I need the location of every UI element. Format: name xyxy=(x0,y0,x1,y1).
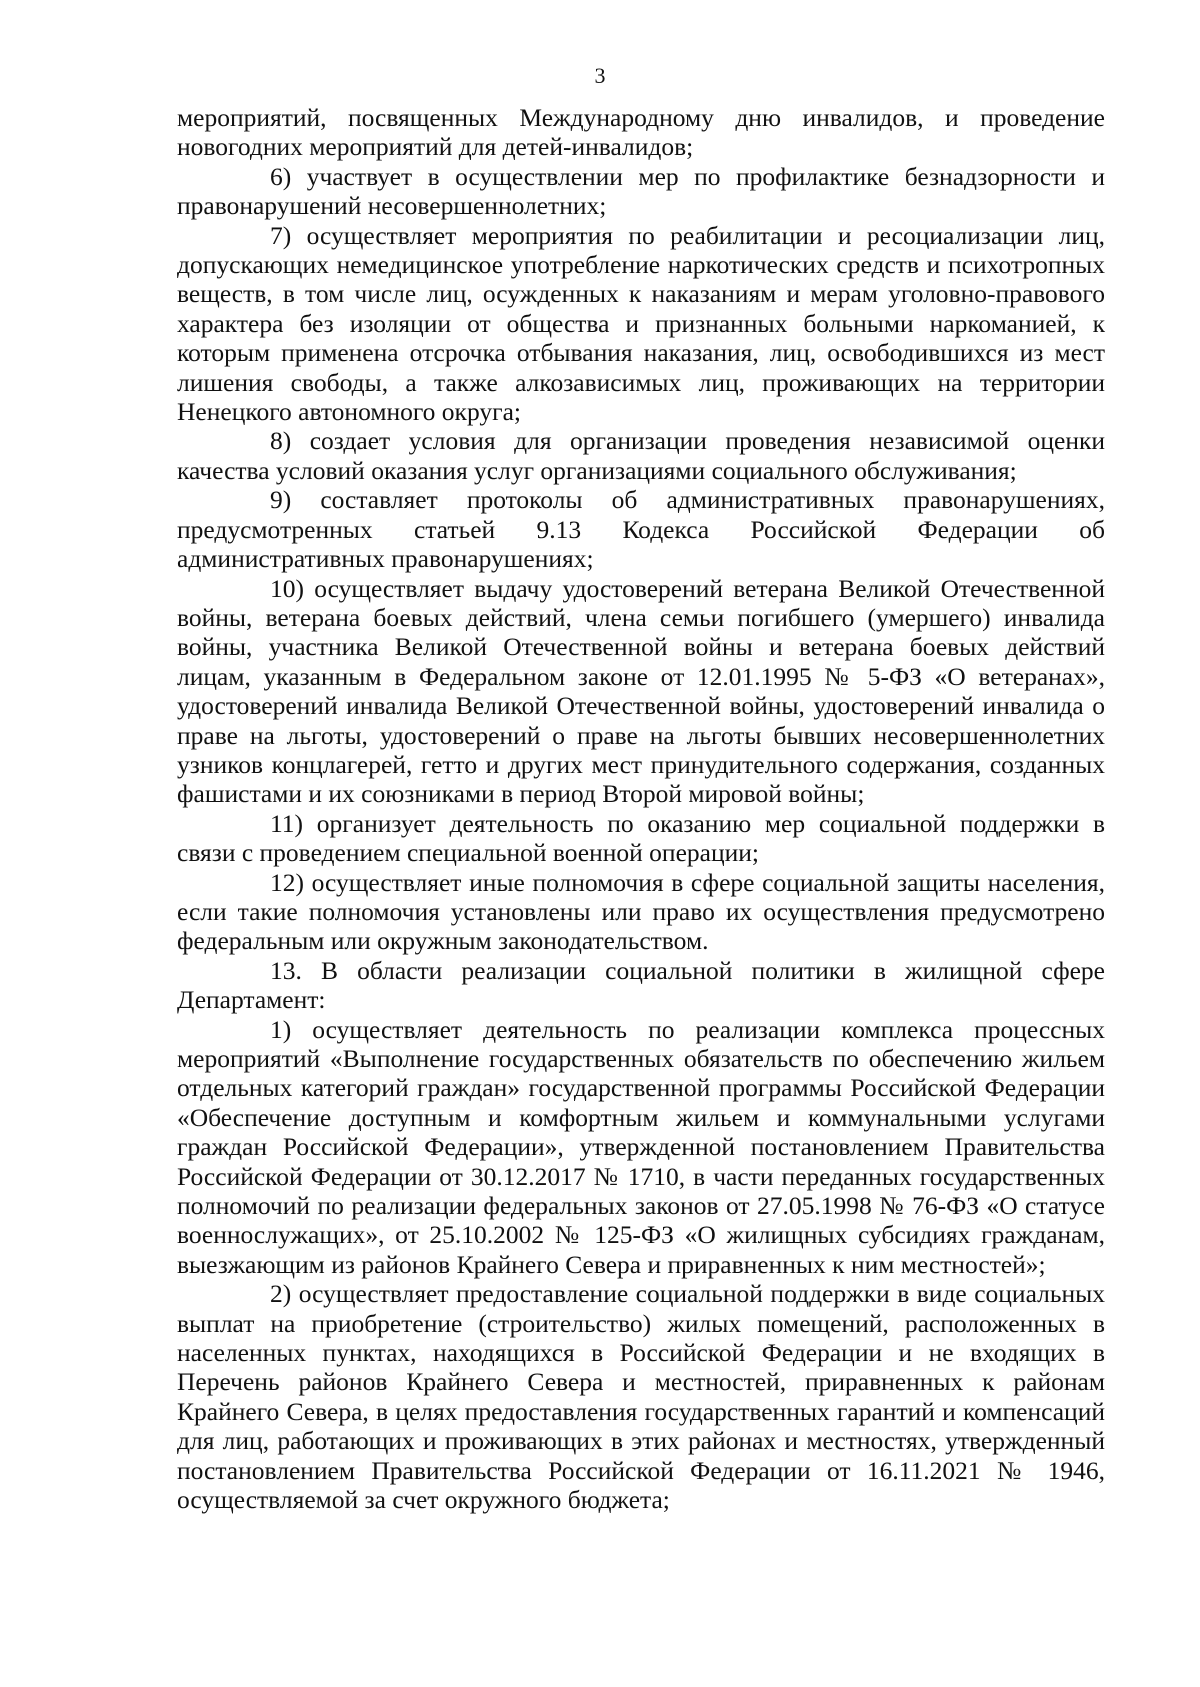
paragraph-item-9: 9) составляет протоколы об административных правонарушениях, предусмотренных статьей 9.13 Кодекса Российской Федерации об административных правонарушениях; xyxy=(177,485,1105,574)
page-number: 3 xyxy=(594,63,606,88)
paragraph-item-6: 6) участвует в осуществлении мер по профилактике безнадзорности и правонарушений несовершеннолетних; xyxy=(177,161,1105,221)
document-body xyxy=(177,103,1105,1515)
paragraph-section-13-item-1: 1) осуществляет деятельность по реализации комплекса процессных мероприятий «Выполнение государственных обязательств по обеспечению жильем отдельных категорий граждан» государственной программы Российской Федерации «Обеспечение доступным и комфортным жильем и коммунальными услугами граждан Российской Федерации», утвержденной постановлением Правительства Российской Федерации от 30.12.2017 № 1710, в части переданных государственных полномочий по реализации федеральных законов от 27.05.1998 № 76-ФЗ «О статусе военнослужащих», от 25.10.2002 № 125-ФЗ «О жилищных субсидиях гражданам, выезжающим из районов Крайнего Севера и приравненных к ним местностей»; xyxy=(177,1014,1105,1279)
paragraph-section-13: 13. В области реализации социальной политики в жилищной сфере Департамент: xyxy=(177,955,1105,1015)
paragraph-section-13-item-2: 2) осуществляет предоставление социальной поддержки в виде социальных выплат на приобретение (строительство) жилых помещений, расположенных в населенных пунктах, находящихся в Российской Федерации и не входящих в Перечень районов Крайнего Севера и местностей, приравненных к районам Крайнего Севера, в целях предоставления государственных гарантий и компенсаций для лиц, работающих и проживающих в этих районах и местностях, утвержденный постановлением Правительства Российской Федерации от 16.11.2021 № 1946, осуществляемой за счет окружного бюджета; xyxy=(177,1279,1105,1515)
paragraph-item-11: 11) организует деятельность по оказанию мер социальной поддержки в связи с проведением специальной военной операции; xyxy=(177,808,1105,868)
paragraph-continuation: мероприятий, посвященных Международному дню инвалидов, и проведение новогодних мероприятий для детей-инвалидов; xyxy=(177,103,1105,162)
paragraph-item-8: 8) создает условия для организации проведения независимой оценки качества условий оказания услуг организациями социального обслуживания; xyxy=(177,426,1105,485)
paragraph-item-7: 7) осуществляет мероприятия по реабилитации и ресоциализации лиц, допускающих немедицинское употребление наркотических средств и психотропных веществ, в том числе лиц, осужденных к наказаниям и мерам уголовно-правового характера без изоляции от общества и признанных больными наркоманией, к которым применена отсрочка отбывания наказания, лиц, освободившихся из мест лишения свободы, а также алкозависимых лиц, проживающих на территории Ненецкого автономного округа; xyxy=(177,220,1105,427)
paragraph-item-12: 12) осуществляет иные полномочия в сфере социальной защиты населения, если такие полномочия установлены или право их осуществления предусмотрено федеральным или окружным законодательством. xyxy=(177,867,1105,956)
paragraph-item-10: 10) осуществляет выдачу удостоверений ветерана Великой Отечественной войны, ветерана боевых действий, члена семьи погибшего (умершего) инвалида войны, участника Великой Отечественной войны и ветерана боевых действий лицам, указанным в Федеральном законе от 12.01.1995 № 5-ФЗ «О ветеранах», удостоверений инвалида Великой Отечественной войны, удостоверений инвалида о праве на льготы, удостоверений о праве на льготы бывших несовершеннолетних узников концлагерей, гетто и других мест принудительного содержания, созданных фашистами и их союзниками в период Второй мировой войны; xyxy=(177,573,1105,809)
